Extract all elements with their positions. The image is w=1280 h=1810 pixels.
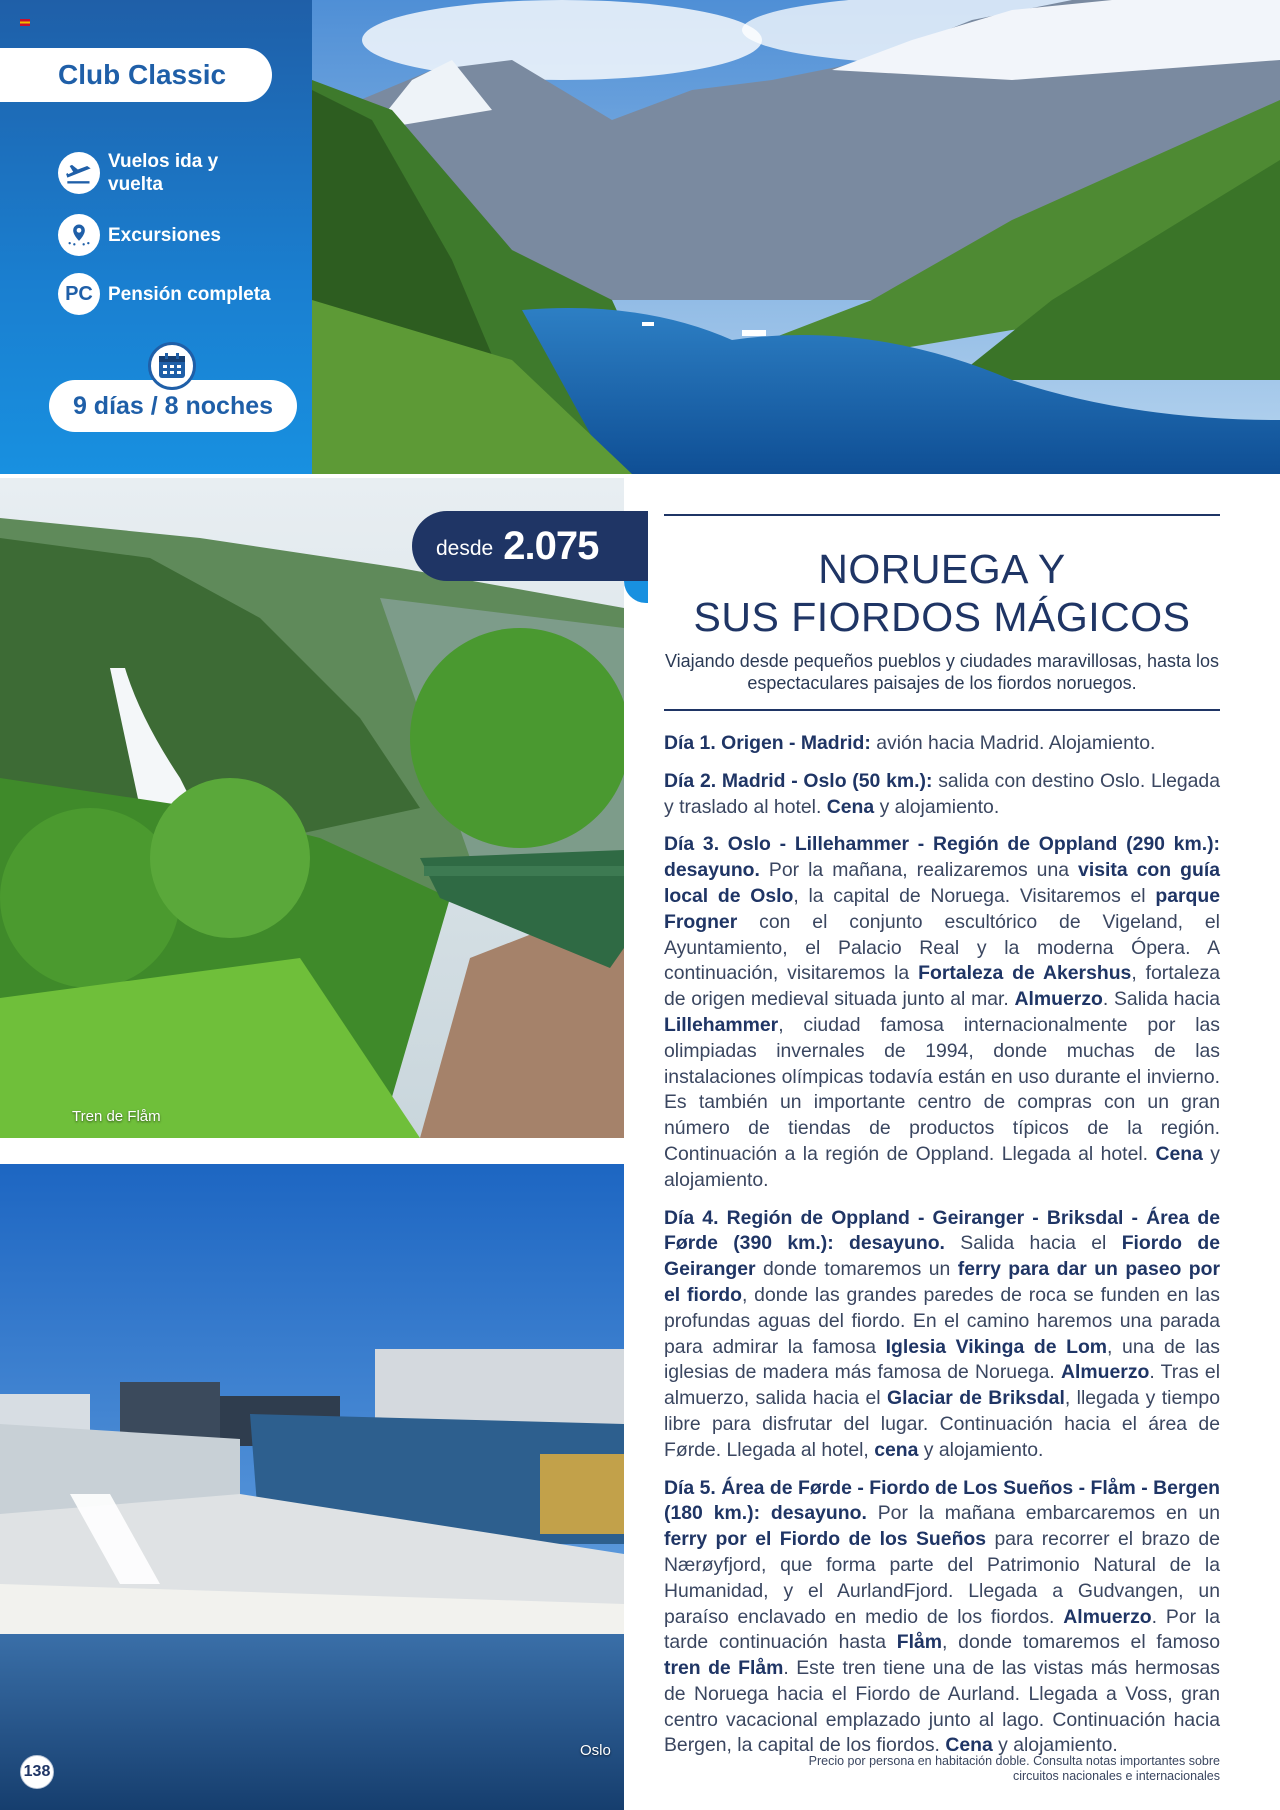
highlight-text: Almuerzo [1014, 988, 1103, 1011]
body-text: , ciudad famosa internacionalmente por las olimpiadas invernales de 1994, donde muchas de las instalaciones olímpicas todavía están en uso durante el invierno. Es también un importante centro de compras con un gran número de tiendas de productos típicos de la región. Continuación a la región de Oppland. Llegada al hotel. [664, 1013, 1220, 1165]
highlight-text: Almuerzo [1063, 1605, 1152, 1628]
highlight-text: Cena [1155, 1142, 1203, 1165]
highlight-text: Fiordo de Geiranger [664, 1232, 1220, 1281]
price-prefix: desde [436, 537, 494, 560]
title-top-rule [664, 514, 1220, 516]
body-text: con el conjunto escultórico de Vigeland, el Ayuntamiento, el Palacio Real y la moderna Ópera. A continuación, visitaremos la [664, 910, 1220, 985]
body-text: para recorrer el brazo de Nærøyfjord, que forma parte del Patrimonio Natural de la Humanidad, y el AurlandFjord. Llegada a Gudvangen, un paraíso enclavado en medio de los fiordos. [664, 1528, 1220, 1628]
body-text: . Salida hacia [1102, 988, 1220, 1011]
plane-icon [58, 152, 100, 194]
body-text: . Tras el almuerzo, salida hacia el [664, 1361, 1221, 1410]
pc-badge-icon: PC [58, 273, 100, 315]
highlight-text: Almuerzo [1061, 1361, 1150, 1384]
footnote-line-2: circuitos nacionales e internacionales [1012, 1769, 1220, 1783]
body-text: , donde tomaremos el famoso [942, 1631, 1220, 1654]
body-text: y alojamiento. [664, 1142, 1220, 1191]
feature-full-board [58, 273, 298, 315]
body-text: y alojamiento. [918, 1438, 1044, 1461]
feature-label: Vuelos ida y vuelta [108, 151, 219, 195]
title-line-1: NORUEGA Y [818, 546, 1066, 592]
body-text: Por la mañana, realizaremos una [759, 859, 1079, 882]
price-badge [412, 511, 648, 581]
body-text: . Por la tarde continuación hasta [664, 1605, 1220, 1654]
title-line-2: SUS FIORDOS MÁGICOS [693, 594, 1191, 640]
body-text: , la capital de Noruega. Visitaremos el [793, 884, 1156, 907]
body-text: , una de las iglesias de madera más famosa de Noruega. [664, 1335, 1220, 1384]
club-label: Club Classic [0, 48, 272, 102]
highlight-text: Fortaleza de Akershus [918, 962, 1132, 985]
highlight-text: Día 2. Madrid - Oslo (50 km.): [664, 769, 933, 792]
hero-fjord-image [312, 0, 1280, 474]
page-number: 138 [20, 1755, 54, 1789]
info-panel [0, 0, 312, 474]
highlight-text: Día 4. Región de Oppland - Geiranger - Briksdal - Área de Førde (390 km.): desayuno. [664, 1206, 1220, 1255]
body-text: donde tomaremos un [755, 1258, 958, 1281]
title-bottom-rule [664, 709, 1220, 711]
feature-label: Excursiones [108, 224, 221, 246]
oslo-caption: Oslo [580, 1742, 611, 1759]
highlight-text: Glaciar de Briksdal [887, 1387, 1065, 1410]
feature-flights [58, 150, 248, 196]
itinerary-day-5 [664, 1476, 1220, 1760]
flam-caption: Tren de Flåm [72, 1108, 161, 1125]
body-text: . Este tren tiene una de las vistas más hermosas de Noruega hacia el Fiordo de Aurland. Llegada a Voss, gran centro vacacional emplazado junto al lago. Continuación hacia Bergen, la capital de los fiordos. [664, 1657, 1220, 1757]
body-text: salida con destino Oslo. Llegada y traslado al hotel. [664, 769, 1221, 818]
itinerary-day-2 [664, 769, 1220, 821]
feature-excursions [58, 214, 288, 256]
body-text: , llegada y tiempo libre para disfrutar del lugar. Continuación hacia el área de Førde. Llegada al hotel, [664, 1387, 1220, 1461]
price-badge-tail [624, 581, 648, 603]
feature-label: Pensión completa [108, 283, 271, 305]
highlight-text: cena [874, 1438, 919, 1461]
duration-badge: 9 días / 8 noches [49, 380, 297, 432]
footnote-line-1: Precio por persona en habitación doble. Consulta notas importantes sobre [808, 1754, 1220, 1768]
highlight-text: Flåm [896, 1631, 943, 1654]
highlight-text: Día 1. Origen - Madrid: [664, 732, 871, 754]
highlight-text: Cena [826, 795, 875, 818]
highlight-text: parque Frogner [664, 884, 1220, 933]
price-footnote [780, 1754, 1220, 1784]
itinerary-day-1 [664, 731, 1220, 757]
highlight-text: Día 3. Oslo - Lillehammer - Región de Oppland (290 km.): desayuno. [664, 833, 1220, 882]
highlight-text: Lillehammer [664, 1013, 779, 1036]
page-title [664, 545, 1220, 641]
highlight-text: visita con guía local de Oslo [664, 859, 1220, 907]
itinerary-day-4 [664, 1206, 1220, 1464]
highlight-text: ferry para dar un paseo por el fiordo [664, 1258, 1221, 1306]
body-text: , fortaleza de origen medieval situada junto al mar. [664, 962, 1221, 1011]
highlight-text: tren de Flåm [664, 1657, 784, 1680]
highlight-text: Día 5. Área de Førde - Fiordo de Los Sueños - Flåm - Bergen (180 km.): desayuno. [664, 1476, 1220, 1525]
itinerary [664, 731, 1220, 1771]
body-text: y alojamiento. [992, 1734, 1118, 1757]
body-text: , donde las grandes paredes de roca se funden en las profundas aguas del fiordo. En el camino haremos una parada para admirar la famosa [664, 1283, 1220, 1358]
body-text: Por la mañana embarcaremos en un [866, 1502, 1220, 1525]
price-amount: 2.075 [503, 523, 599, 568]
body-text: y alojamiento. [874, 795, 1000, 818]
body-text: avión hacia Madrid. Alojamiento. [870, 732, 1156, 754]
highlight-text: ferry por el Fiordo de los Sueños [664, 1528, 987, 1551]
spain-flag-icon [20, 19, 30, 26]
body-text: Salida hacia el [944, 1232, 1122, 1255]
oslo-opera-image [0, 1164, 624, 1810]
calendar-icon [148, 342, 196, 390]
highlight-text: Cena [945, 1734, 993, 1757]
page-subtitle: Viajando desde pequeños pueblos y ciudades maravillosas, hasta los espectaculares paisajes de los fiordos noruegos. [664, 651, 1220, 693]
itinerary-day-3 [664, 832, 1220, 1193]
location-pin-icon [58, 214, 100, 256]
highlight-text: Iglesia Vikinga de Lom [885, 1335, 1108, 1358]
